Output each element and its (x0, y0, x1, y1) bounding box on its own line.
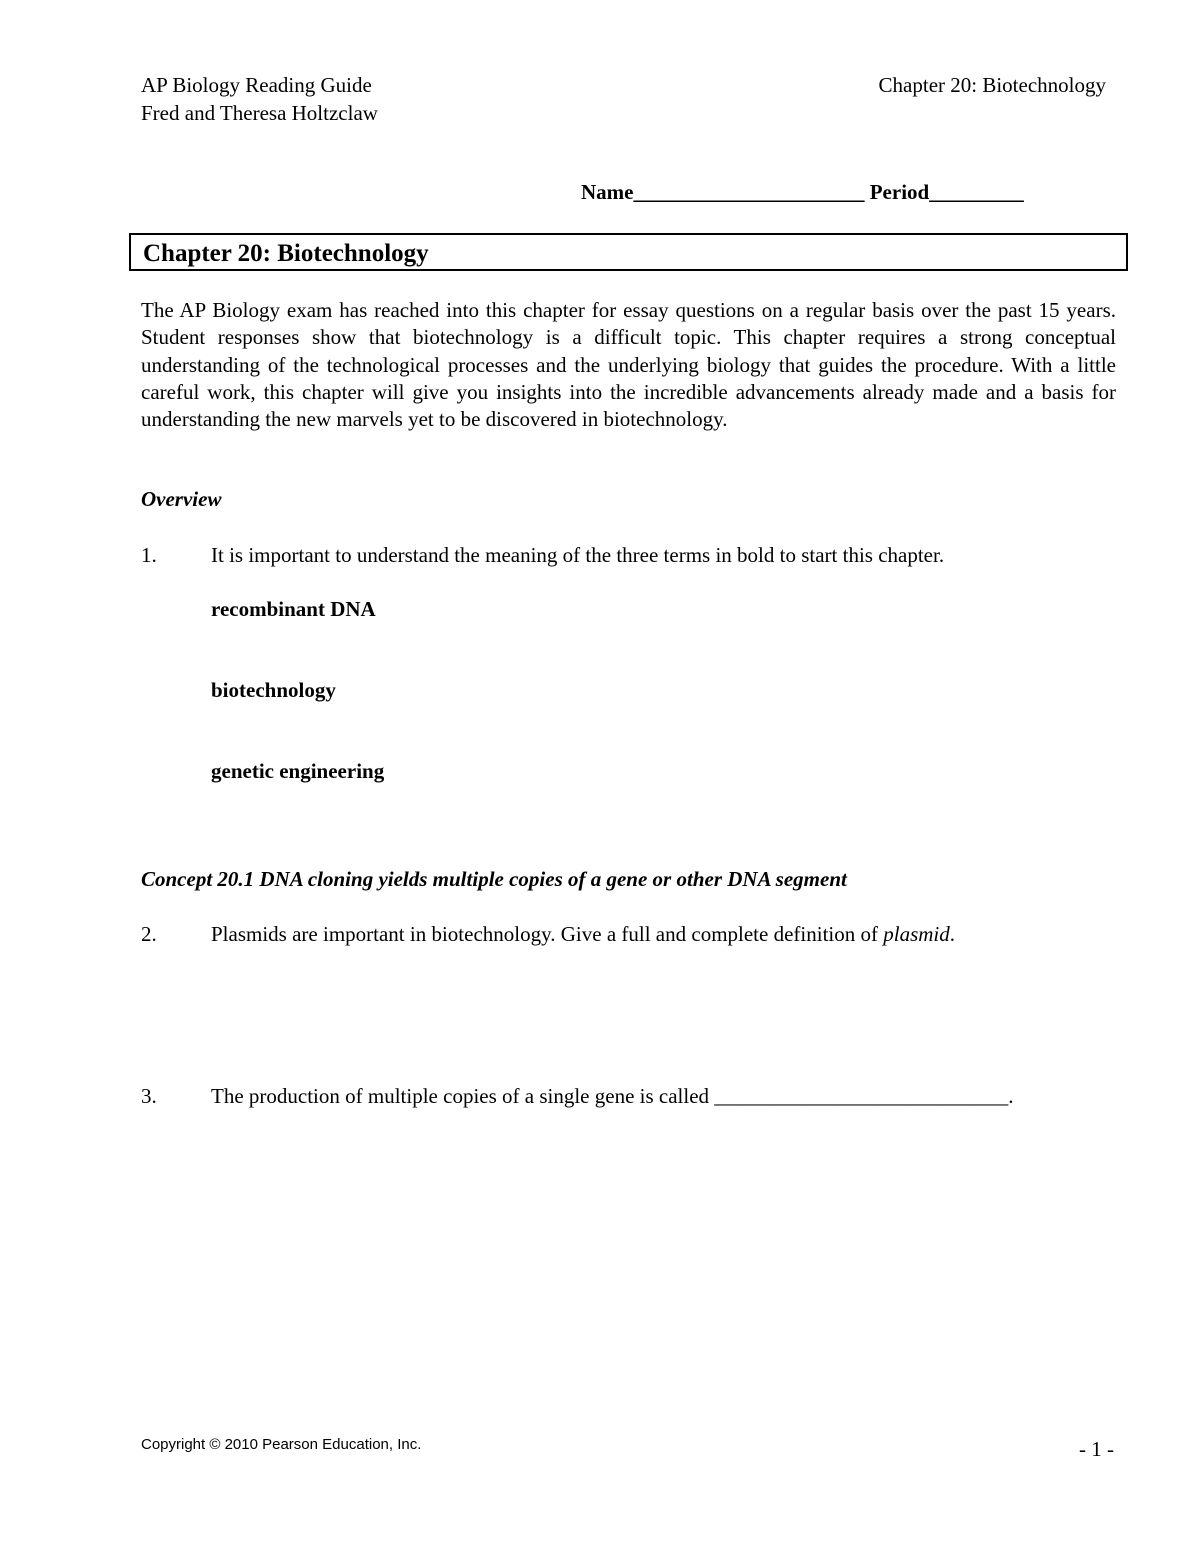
question-2-text (211, 922, 955, 947)
question-2-number: 2. (141, 922, 157, 946)
guide-title: AP Biology Reading Guide (141, 73, 372, 97)
concept-20-1-heading: Concept 20.1 DNA cloning yields multiple copies of a gene or other DNA segment (141, 867, 847, 891)
authors: Fred and Theresa Holtzclaw (141, 101, 378, 125)
chapter-title: Chapter 20: Biotechnology (143, 240, 429, 267)
question-2-period: . (949, 922, 956, 946)
term-genetic-engineering: genetic engineering (211, 759, 385, 783)
term-recombinant-dna: recombinant DNA (211, 597, 376, 621)
question-3-number: 3. (141, 1084, 157, 1108)
header-chapter-label: Chapter 20: Biotechnology (878, 73, 1106, 97)
name-period-line[interactable]: Name______________________ Period_________ (581, 180, 1024, 204)
overview-heading: Overview (141, 487, 222, 511)
chapter-title-box (129, 233, 1128, 271)
question-1-number: 1. (141, 543, 157, 567)
term-biotechnology: biotechnology (211, 678, 336, 702)
chapter-intro: The AP Biology exam has reached into this chapter for essay questions on a regular basis over the past 15 years. Student responses show that biotechnology is a difficult topic. This chapter requires a strong conceptual understanding of the technological processes and the underlying biology that guides the procedure. With a little careful work, this chapter will give you insights into the incredible advancements already made and a basis for understanding the new marvels yet to be discovered in biotechnology. (141, 298, 1116, 432)
plasmid-term: plasmid (883, 922, 950, 946)
question-3-text[interactable]: The production of multiple copies of a single gene is called ____________________________. (211, 1084, 1014, 1108)
question-2-text-main: Plasmids are important in biotechnology. Give a full and complete definition of (211, 922, 884, 946)
page-number: - 1 - (1079, 1437, 1114, 1461)
copyright-notice: Copyright © 2010 Pearson Education, Inc. (141, 1436, 422, 1453)
question-1-text: It is important to understand the meaning of the three terms in bold to start this chapter. (211, 543, 945, 567)
